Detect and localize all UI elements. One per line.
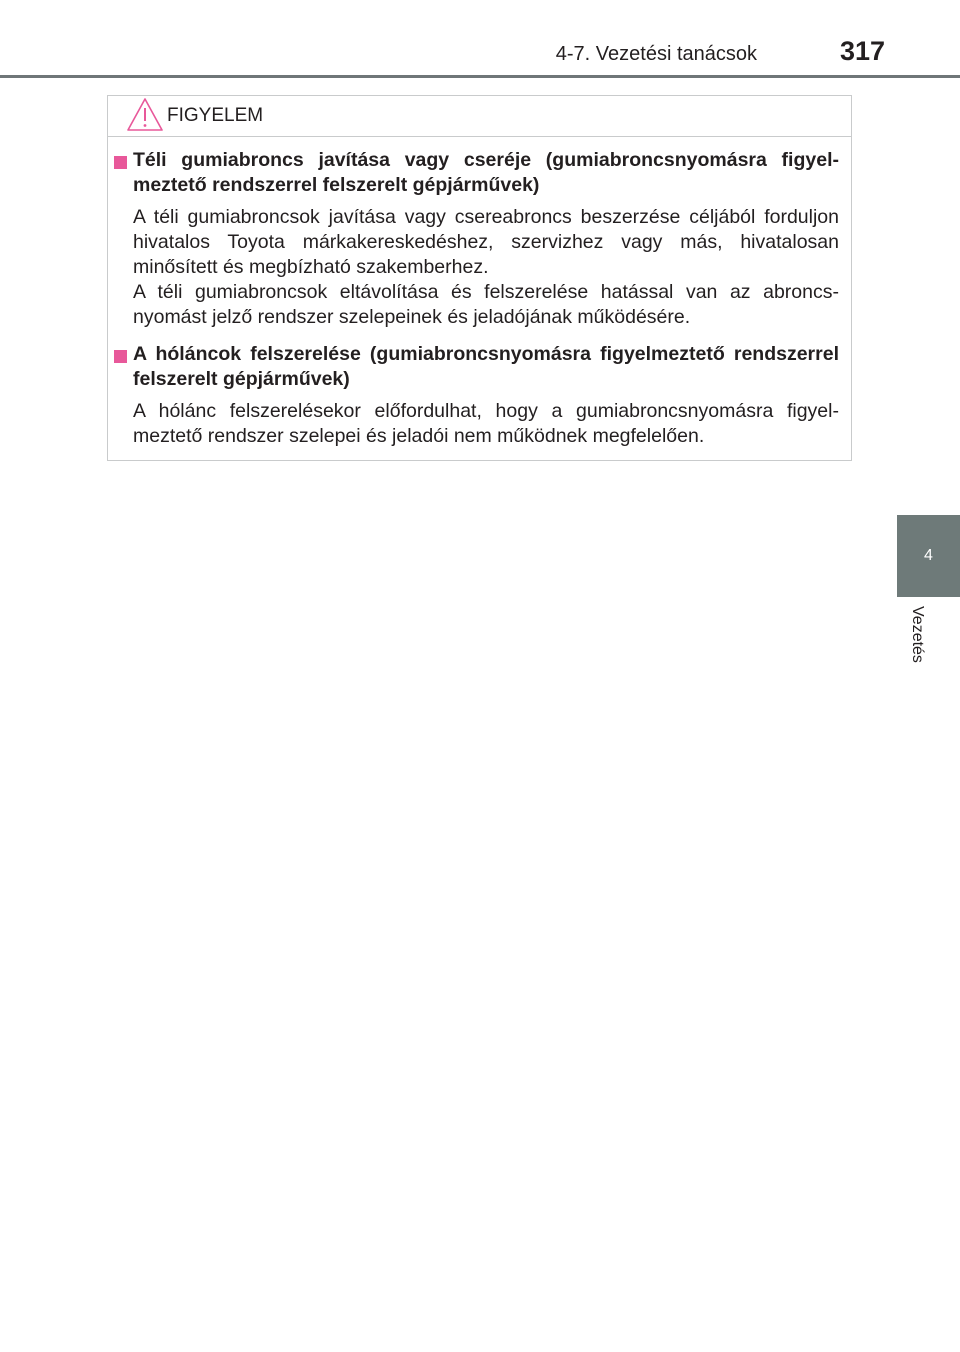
paragraph: A téli gumiabroncsok eltávolítása és felszerelése hatással van az abroncsnyomást jelző rendszer szelepeinek és jeladójának működésére. bbox=[133, 281, 839, 328]
paragraph: A hólánc felszerelésekor előfordulhat, hogy a gumiabroncsnyomásra figyelmeztető rendszer szelepei és jeladói nem működnek megfelelően. bbox=[133, 400, 839, 447]
square-bullet-icon bbox=[114, 350, 127, 363]
page-number: 317 bbox=[839, 36, 885, 66]
warning-section bbox=[108, 342, 851, 449]
warning-body bbox=[108, 148, 851, 449]
warning-box bbox=[107, 95, 852, 461]
section-title: Téli gumiabroncs javítása vagy cseréje (gumiabroncsnyomásra figyelmeztető rendszerrel felszerelt gépjárművek) bbox=[133, 149, 839, 196]
section-header-title: 4-7. Vezetési tanácsok bbox=[555, 43, 757, 65]
square-bullet-icon bbox=[114, 156, 127, 169]
paragraph: A téli gumiabroncsok javítása vagy csereabroncs beszerzése céljából forduljon hivatalos Toyota márkakereskedéshez, szervizhez vagy más, hivatalosan minősített és megbízható szakemberhez. bbox=[133, 206, 839, 278]
warning-label: FIGYELEM bbox=[167, 105, 264, 126]
warning-triangle-icon bbox=[126, 97, 164, 132]
chapter-name: Vezetés bbox=[909, 606, 926, 663]
section-title: A hóláncok felszerelése (gumiabroncsnyomásra figyelmeztető rendszerrel felszerelt gépjárművek) bbox=[133, 343, 839, 390]
warning-header bbox=[108, 96, 851, 137]
chapter-tab[interactable] bbox=[897, 515, 960, 597]
warning-section bbox=[108, 148, 851, 330]
chapter-number: 4 bbox=[924, 547, 933, 564]
header-rule bbox=[0, 75, 960, 78]
